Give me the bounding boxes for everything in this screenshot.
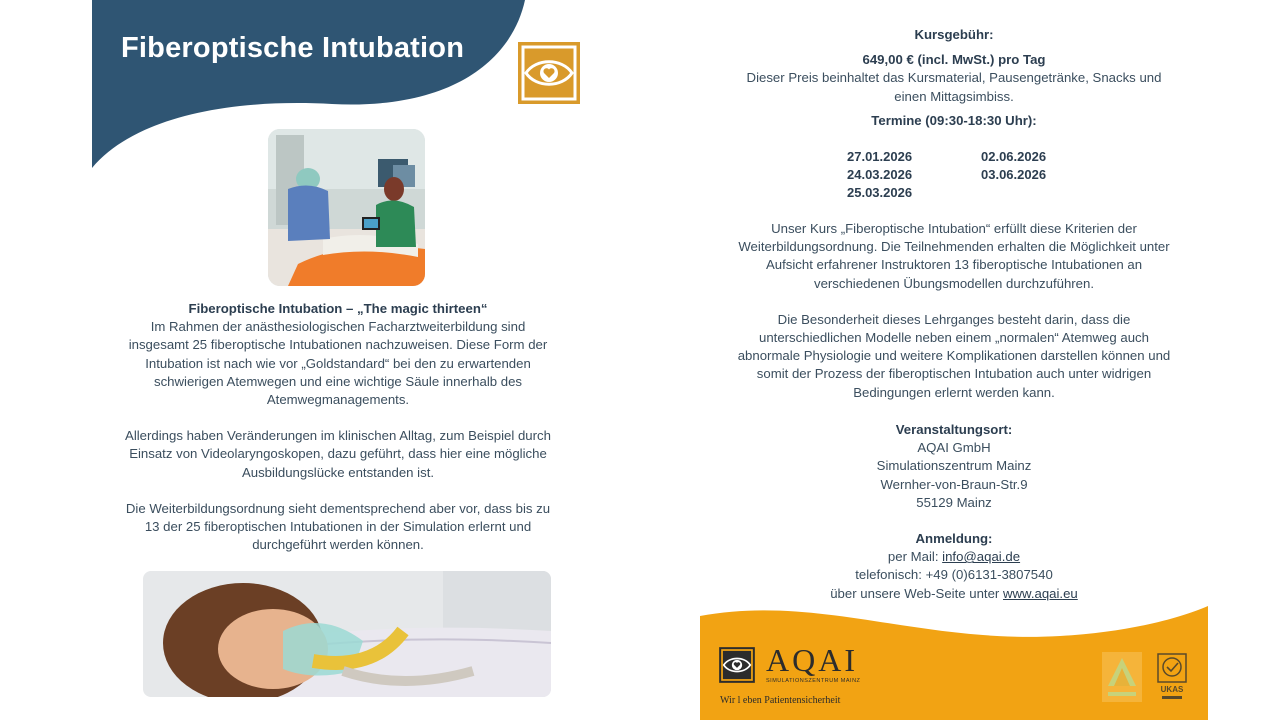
intro-paragraph-1: Im Rahmen der anästhesiologischen Facharztweiterbildung sind insgesamt 25 fiberoptische Intubationen nachzuweisen. Diese Form der Intubation ist nach wie vor „Goldstandard“ bei den zu erwartenden schwierigen Atemwegen und eine wichtige Säule innerhalb des Atemwegmanagements.	[128, 319, 548, 408]
date-item: 02.06.2026	[981, 149, 1047, 164]
fee-text: Dieser Preis beinhaltet das Kursmaterial, Pausengetränke, Snacks und einen Mittagsimbiss.	[746, 70, 1162, 104]
venue-line: AQAI GmbH	[917, 440, 991, 456]
registration-mail-line	[730, 548, 1178, 566]
web-prefix: über unsere Web-Seite unter	[830, 585, 1003, 601]
website-link[interactable]: www.aqai.eu	[1002, 585, 1078, 601]
registration-phone: telefonisch: +49 (0)6131-3807540	[855, 567, 1053, 583]
registration-heading: Anmeldung:	[915, 531, 993, 546]
intro-subtitle: Fiberoptische Intubation – „The magic thirteen“	[188, 301, 488, 316]
right-page	[700, 0, 1208, 720]
venue-line: Wernher-von-Braun-Str.9	[880, 476, 1028, 492]
fee-section	[730, 26, 1178, 130]
heart-eye-logo-icon	[718, 646, 756, 684]
course-description	[730, 220, 1178, 402]
left-page	[92, 0, 612, 720]
brand-subtitle: SIMULATIONSZENTRUM MAINZ	[766, 678, 861, 684]
venue-section	[730, 421, 1178, 512]
simulation-training-photo	[268, 129, 425, 286]
date-item: 25.03.2026	[847, 185, 913, 200]
date-item: 27.01.2026	[847, 149, 913, 164]
intro-paragraph-3: Die Weiterbildungsordnung sieht dementsprechend aber vor, dass bis zu 13 der 25 fiberoptischen Intubationen in der Simulation erlernt und durchgeführt werden können.	[125, 500, 551, 553]
registration-section	[730, 530, 1178, 603]
course-text-2: Die Besonderheit dieses Lehrganges besteht darin, dass die unterschiedlichen Modelle neben einem „normalen“ Atemweg auch abnormale Physiologie und weitere Komplikationen darstellen können und somit der Prozess der fiberoptischen Intubation auch unter widrigen Bedingungen erlernt werden kann.	[737, 311, 1171, 400]
slogan: Wir l eben Patientensicherheit	[720, 695, 841, 706]
certification-badge-icon	[1102, 652, 1142, 702]
ukas-label: UKAS	[1160, 685, 1184, 694]
ukas-badge-icon	[1152, 652, 1192, 702]
brand-name: AQAI	[766, 642, 858, 678]
manikin-photo	[143, 571, 551, 697]
dates-heading: Termine (09:30-18:30 Uhr):	[871, 112, 1037, 128]
mail-prefix: per Mail:	[887, 549, 943, 565]
dates-column-1	[847, 148, 912, 202]
intro-paragraph-2: Allerdings haben Veränderungen im klinischen Alltag, zum Beispiel durch Einsatz von Videolaryngoskopen, dazu geführt, dass hier eine mögliche Ausbildungslücke entstanden ist.	[125, 428, 551, 480]
venue-line: Simulationszentrum Mainz	[876, 458, 1032, 474]
page-title: Fiberoptische Intubation	[121, 32, 465, 64]
venue-heading: Veranstaltungsort:	[895, 422, 1013, 437]
intro-text	[120, 300, 556, 572]
date-item: 03.06.2026	[981, 167, 1047, 182]
dates-column-2	[981, 148, 1046, 184]
fee-heading: Kursgebühr:	[914, 27, 994, 42]
venue-line: 55129 Mainz	[916, 494, 992, 510]
fee-value: 649,00 € (incl. MwSt.) pro Tag	[862, 52, 1046, 68]
course-text-1: Unser Kurs „Fiberoptische Intubation“ erfüllt diese Kriterien der Weiterbildungsordnung. Die Teilnehmenden erhalten die Möglichkeit unter Aufsicht erfahrener Instruktoren 13 fiberoptische Intubationen an verschiedenen Übungsmodellen durchzuführen.	[738, 221, 1170, 291]
email-link[interactable]: info@aqai.de	[942, 549, 1021, 565]
date-item: 24.03.2026	[847, 167, 913, 182]
heart-eye-logo-icon	[516, 40, 582, 106]
registration-web-line	[730, 585, 1178, 603]
